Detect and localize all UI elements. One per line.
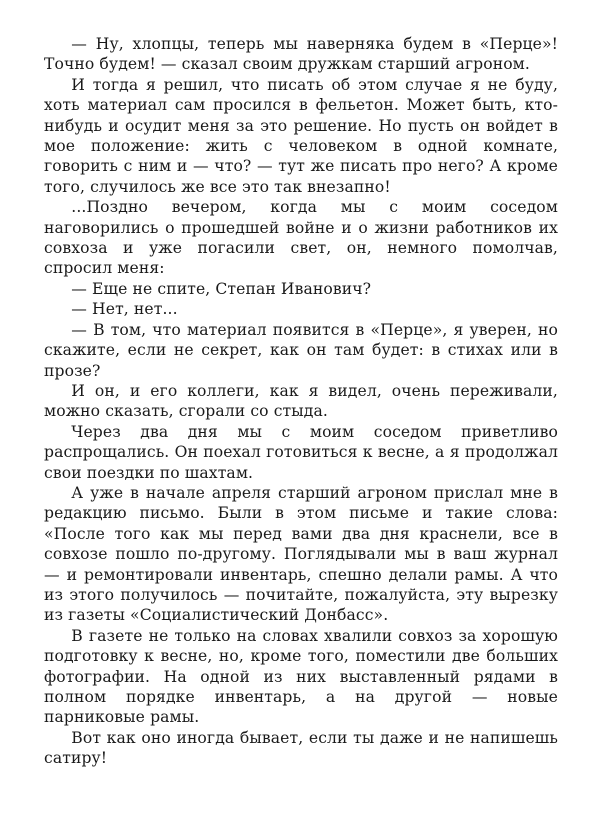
paragraph-11: Вот как оно иногда бывает, если ты даже и не напишешь сатиру! <box>44 728 558 768</box>
paragraph-4: — Еще не спите, Степан Иванович? <box>71 279 372 298</box>
paragraph-2: И тогда я решил, что писать об этом случае я не буду, хоть материал сам просился в фельетон. Может быть, кто-нибудь и осудит меня за это решение. Но пусть он войдет в мое положение: жить с человеком в одной комнате, говорить с ним и — что? — тут же писать про него? А кроме того, случилось же все это так внезапно! <box>44 75 558 196</box>
paragraph-6: — В том, что материал появится в «Перце», я уверен, но скажите, если не секрет, как он там будет: в стихах или в прозе? <box>44 320 558 380</box>
paragraph-8: Через два дня мы с моим соседом приветливо распрощались. Он поехал готовиться к весне, а я продолжал свои поездки по шахтам. <box>44 422 558 482</box>
document-page <box>44 34 558 769</box>
paragraph-3: ...Поздно вечером, когда мы с моим соседом наговорились о прошедшей войне и о жизни работников их совхоза и уже погасили свет, он, немного помолчав, спросил меня: <box>44 198 558 278</box>
paragraph-5: — Нет, нет... <box>71 300 178 319</box>
paragraph-9: А уже в начале апреля старший агроном прислал мне в редакцию письмо. Были в этом письме и такие слова: «После того как мы перед вами два дня краснели, все в совхозе пошло по-другому. Поглядывали мы в ваш журнал — и ремонтировали инвентарь, спешно делали рамы. А что из этого получилось — почитайте, пожалуйста, эту вырезку из газеты «Социалистический Донбасс». <box>44 483 558 625</box>
paragraph-1: — Ну, хлопцы, теперь мы наверняка будем в «Перце»! Точно будем! — сказал своим дружкам старший агроном. <box>44 35 558 74</box>
paragraph-10: В газете не только на словах хвалили совхоз за хорошую подготовку к весне, но, кроме того, поместили две больших фотографии. На одной из них выставленный рядами в полном порядке инвентарь, а на другой — новые парниковые рамы. <box>44 626 558 727</box>
paragraph-7: И он, и его коллеги, как я видел, очень переживали, можно сказать, сгорали со стыда. <box>44 381 558 421</box>
